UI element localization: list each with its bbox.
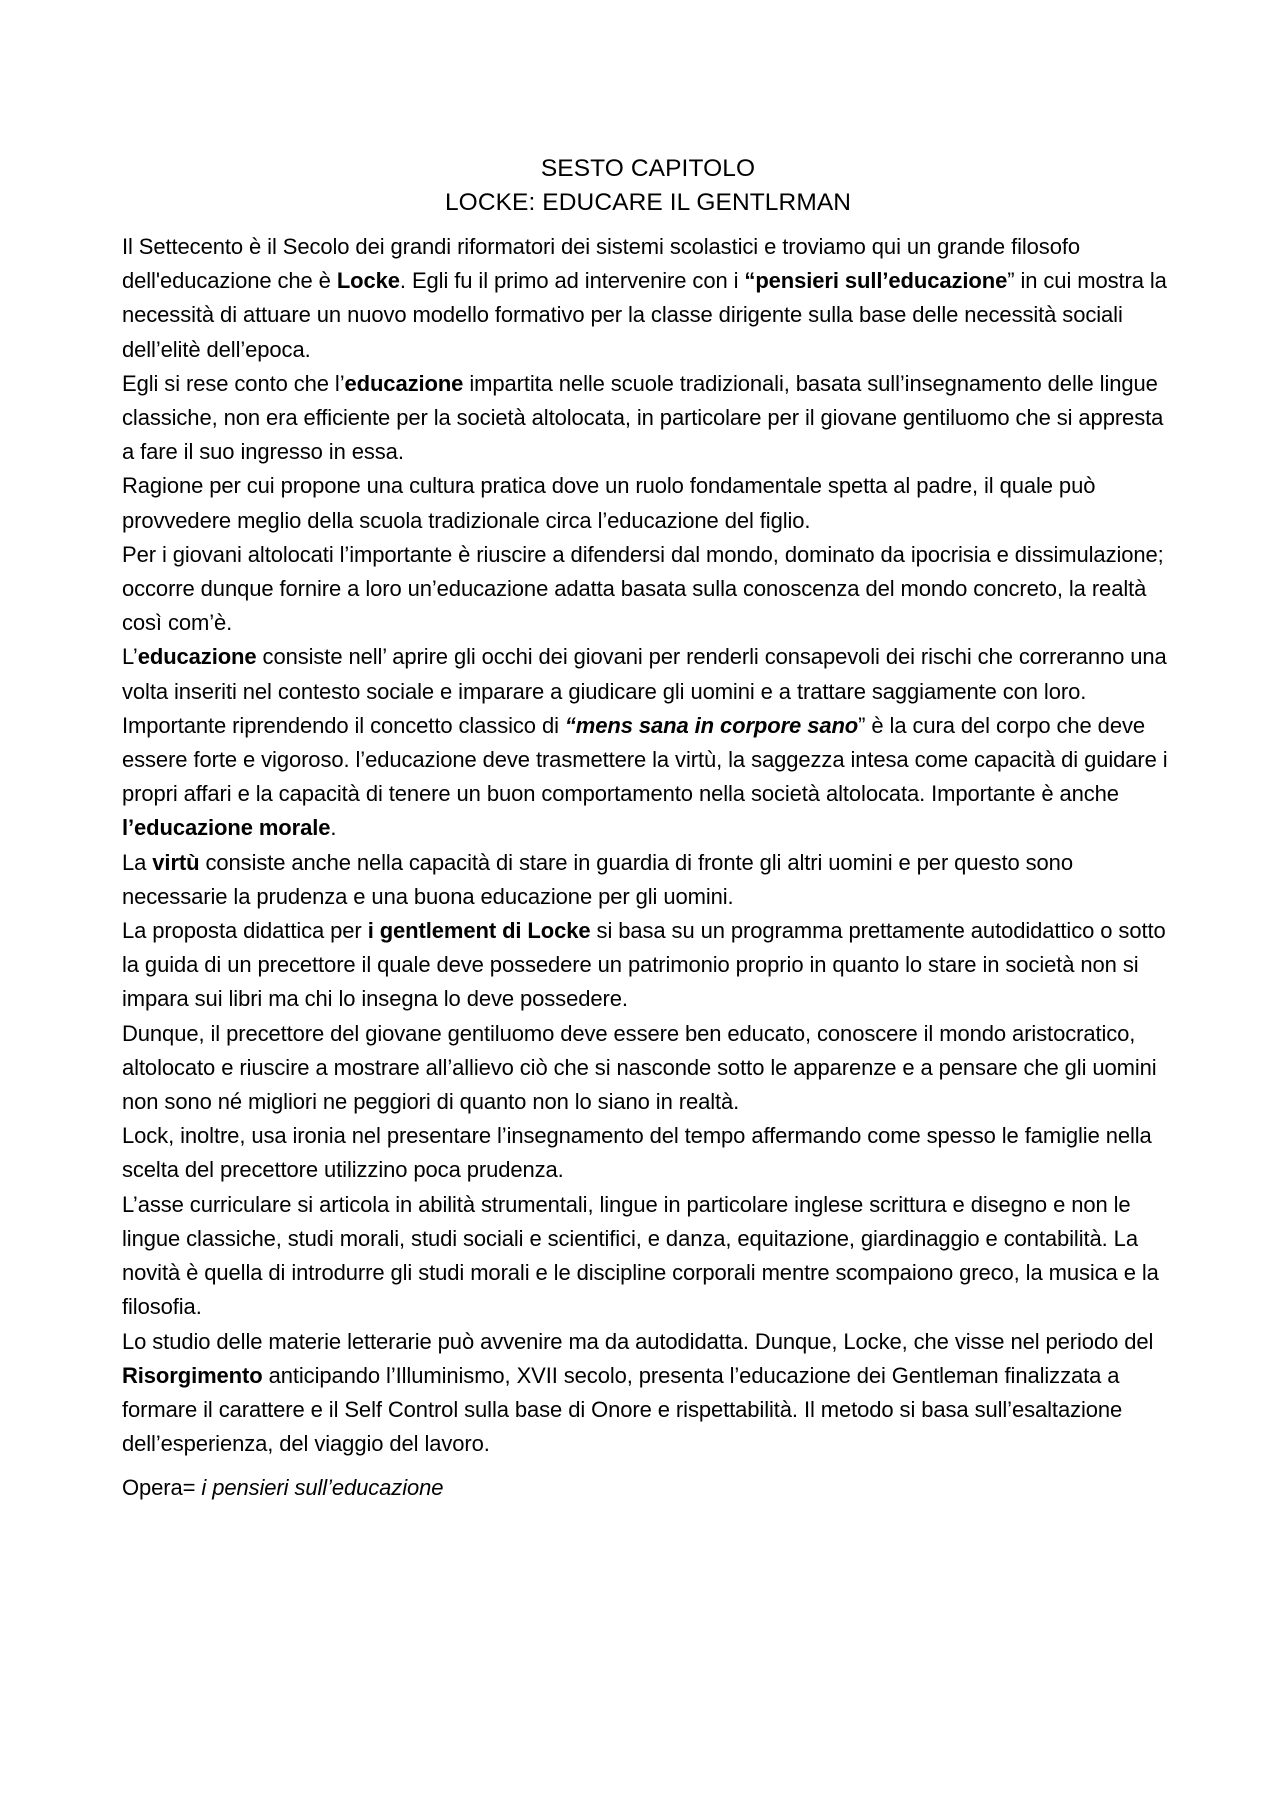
paragraph-6 bbox=[122, 846, 1174, 914]
text-run: consiste anche nella capacità di stare in guardia di fronte gli altri uomini e per questo sono necessarie la prudenza e una buona educazione per gli uomini. bbox=[122, 849, 1073, 909]
text-run: La bbox=[122, 849, 153, 875]
bold-text: i gentlement di Locke bbox=[367, 918, 591, 944]
document-heading bbox=[122, 152, 1174, 220]
paragraph-2 bbox=[122, 367, 1174, 470]
text-run: ” in cui mostra la necessità di attuare un nuovo modello formativo per la classe dirigente sulla base delle necessità sociali dell’elitè dell’epoca. bbox=[122, 268, 1167, 362]
document-page bbox=[122, 152, 1174, 1506]
paragraph-7 bbox=[122, 914, 1174, 1017]
paragraph-8: Dunque, il precettore del giovane gentiluomo deve essere ben educato, conoscere il mondo aristocratico, altolocato e riuscire a mostrare all’allievo ciò che si nasconde sotto le apparenze e a pensare che gli uomini non sono né migliori ne peggiori di quanto non lo siano in realtà. bbox=[122, 1020, 1157, 1115]
paragraph-4: Per i giovani altolocati l’importante è riuscire a difendersi dal mondo, dominato da ipocrisia e dissimulazione; occorre dunque fornire a loro un’educazione adatta basata sulla conoscenza del mondo concreto, la realtà così com’è. bbox=[122, 541, 1164, 636]
text-run: si basa su un programma prettamente autodidattico o sotto la guida di un precettore il quale deve possedere un patrimonio proprio in quanto lo stare in società non si impara sui libri ma chi lo insegna lo deve possedere. bbox=[122, 918, 1166, 1012]
chapter-title: SESTO CAPITOLO bbox=[540, 155, 756, 182]
bold-text: educazione bbox=[344, 370, 464, 396]
text-run: Lo studio delle materie letterarie può avvenire ma da autodidatta. Dunque, Locke, che visse nel periodo del bbox=[122, 1328, 1154, 1354]
text-run: . Egli fu il primo ad intervenire con i bbox=[399, 268, 745, 294]
chapter-subtitle: LOCKE: EDUCARE IL GENTLRMAN bbox=[444, 189, 852, 216]
bold-text: virtù bbox=[152, 849, 200, 875]
paragraph-11 bbox=[122, 1325, 1174, 1462]
text-run: anticipando l’Illuminismo, XVII secolo, presenta l’educazione dei Gentleman finalizzata a formare il carattere e il Self Control sulla base di Onore e rispettabilità. Il metodo si basa sull’esaltazione dell’esperienza, del viaggio del lavoro. bbox=[122, 1362, 1123, 1457]
opera-label: Opera= bbox=[122, 1475, 202, 1501]
bold-text: Locke bbox=[336, 268, 400, 294]
opera-line bbox=[122, 1471, 1174, 1505]
text-run: impartita nelle scuole tradizionali, basata sull’insegnamento delle lingue classiche, non era efficiente per la società altolocata, in particolare per il giovane gentiluomo che si appresta a fare il suo ingresso in essa. bbox=[122, 370, 1164, 465]
text-run: La proposta didattica per bbox=[122, 918, 368, 944]
paragraph-5 bbox=[122, 640, 1174, 845]
bold-text: l’educazione morale bbox=[122, 815, 331, 841]
paragraph-10: L’asse curriculare si articola in abilità strumentali, lingue in particolare inglese scrittura e disegno e non le lingue classiche, studi morali, studi sociali e scientifici, e danza, equitazione, giardinaggio e contabilità. La novità è quella di introdurre gli studi morali e le discipline corporali mentre scompaiono greco, la musica e la filosofia. bbox=[122, 1191, 1159, 1320]
document-body bbox=[122, 230, 1174, 1506]
paragraph-3: Ragione per cui propone una cultura pratica dove un ruolo fondamentale spetta al padre, il quale può provvedere meglio della scuola tradizionale circa l’educazione del figlio. bbox=[122, 473, 1096, 533]
paragraph-1 bbox=[122, 230, 1174, 367]
text-run: consiste nell’ aprire gli occhi dei giovani per renderli consapevoli dei rischi che correranno una volta inseriti nel contesto sociale e imparare a giudicare gli uomini e a trattare saggiamente con loro. Importante riprendendo il concetto classico di bbox=[122, 644, 1167, 738]
text-run: L’ bbox=[122, 644, 138, 670]
text-run: Egli si rese conto che l’ bbox=[122, 370, 345, 396]
bold-italic-text: “mens sana in corpore sano bbox=[564, 712, 859, 738]
bold-text: educazione bbox=[137, 644, 257, 670]
text-run: ” è la cura del corpo che deve essere forte e vigoroso. l’educazione deve trasmettere la virtù, la saggezza intesa come capacità di guidare i propri affari e la capacità di tenere un buon comportamento nella società altolocata. Importante è anche bbox=[122, 712, 1168, 807]
opera-title: i pensieri sull’educazione bbox=[201, 1475, 444, 1501]
bold-text: “pensieri sull’educazione bbox=[744, 268, 1008, 294]
text-run: Il Settecento è il Secolo dei grandi riformatori dei sistemi scolastici e troviamo qui un grande filosofo dell'educazione che è bbox=[122, 234, 1080, 294]
text-run: . bbox=[330, 815, 337, 841]
bold-text: Risorgimento bbox=[122, 1362, 263, 1388]
paragraph-9: Lock, inoltre, usa ironia nel presentare l’insegnamento del tempo affermando come spesso le famiglie nella scelta del precettore utilizzino poca prudenza. bbox=[122, 1123, 1152, 1183]
